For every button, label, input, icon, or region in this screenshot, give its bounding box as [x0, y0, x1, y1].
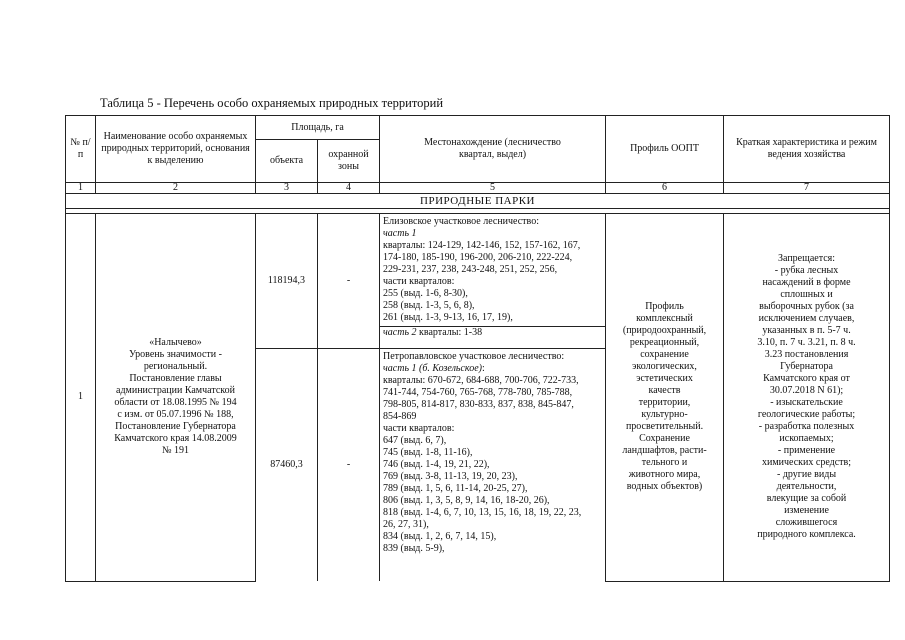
header-no: № п/п	[66, 116, 96, 183]
col-num: 5	[380, 183, 606, 194]
table-caption: Таблица 5 - Перечень особо охраняемых природных территорий	[100, 96, 444, 110]
profile-line: рекреационный,	[629, 337, 700, 349]
location-1	[380, 214, 606, 349]
profile-line: эстетических	[636, 373, 693, 385]
restriction-line: природного комплекса.	[757, 529, 856, 541]
restriction-line: Губернатора	[780, 361, 833, 373]
loc2-line: 818 (выд. 1-4, 6, 7, 10, 13, 15, 16, 18, 19, 22, 23,	[383, 507, 582, 518]
col-num: 1	[66, 183, 96, 194]
profile-line: тельного и	[641, 457, 688, 469]
restriction-line: Камчатского края от	[763, 373, 850, 385]
loc2-part: часть 1 (б. Козельское)	[383, 363, 482, 374]
restriction-line: выборочных рубок (за	[759, 301, 854, 313]
loc1-part2	[380, 326, 605, 339]
loc2-line: 798-805, 814-817, 830-833, 837, 838, 845-847,	[383, 399, 574, 410]
loc2-line: 741-744, 754-760, 765-768, 778-780, 785-788,	[383, 387, 573, 398]
header-row	[66, 116, 890, 140]
loc2-line: 745 (выд. 1-8, 11-16),	[383, 447, 473, 458]
header-location: Местонахождение (лесничество квартал, выдел)	[380, 116, 606, 183]
restriction-line: - изыскательские	[770, 397, 843, 409]
profile-line: животного мира,	[628, 469, 701, 481]
loc1-part2-label: часть 2	[383, 327, 417, 338]
col-num: 3	[256, 183, 318, 194]
location-2	[380, 349, 606, 582]
restriction-line: сплошных и	[780, 289, 833, 301]
profile-line: водных объектов)	[626, 481, 703, 493]
loc2-line: 769 (выд. 3-8, 11-13, 19, 20, 23),	[383, 471, 518, 482]
loc2-line: 789 (выд. 1, 5, 6, 11-14, 20-25, 27),	[383, 483, 528, 494]
restriction-line: 3.23 постановления	[764, 349, 849, 361]
restriction-line: геологические работы;	[757, 409, 856, 421]
loc2-line: 26, 27, 31),	[383, 519, 429, 530]
profile-line: сохранение	[640, 349, 689, 361]
name-line: Постановление главы	[129, 373, 222, 385]
protected-areas-table	[65, 115, 890, 582]
name-line: области от 18.08.1995 № 194	[114, 397, 237, 409]
profile-line: просветительный.	[625, 421, 704, 433]
table-row	[66, 214, 890, 349]
header-name: Наименование особо охраняемых природных территорий, основания к выделению	[96, 116, 256, 183]
restriction-line: - другие виды	[776, 469, 837, 481]
restriction-line: химических средств;	[761, 457, 852, 469]
restriction-line: насаждений в форме	[762, 277, 851, 289]
loc1-line: 255 (выд. 1-6, 8-30),	[383, 288, 468, 299]
loc2-line: кварталы: 670-672, 684-688, 700-706, 722-733,	[383, 375, 579, 386]
profile-line: территории,	[638, 397, 691, 409]
col-num: 2	[96, 183, 256, 194]
name-line: администрации Камчатской	[116, 385, 235, 397]
restriction-line: сложившегося	[775, 517, 838, 529]
restriction-line: деятельности,	[776, 481, 837, 493]
header-profile: Профиль ООПТ	[606, 116, 724, 183]
restriction-line: 3.10, п. 7 ч. 3.21, п. 8 ч.	[757, 337, 856, 349]
column-number-row	[66, 183, 890, 194]
row-number: 1	[66, 214, 96, 582]
restriction-line: - разработка полезных	[758, 421, 855, 433]
loc1-line: 258 (выд. 1-3, 5, 6, 8),	[383, 300, 475, 311]
header-characteristics: Краткая характеристика и режим ведения хозяйства	[724, 116, 890, 183]
restriction-line: влекущие за собой	[766, 493, 847, 505]
profile-line: экологических,	[632, 361, 697, 373]
header-area-zone: охранной зоны	[318, 140, 380, 183]
loc2-line: 854-869	[383, 411, 417, 422]
loc1-part: часть 1	[383, 228, 417, 239]
loc1-part2-value: кварталы: 1-38	[416, 327, 483, 338]
header-area: Площадь, га	[256, 116, 380, 140]
loc2-line: 834 (выд. 1, 2, 6, 7, 14, 15),	[383, 531, 497, 542]
section-title: ПРИРОДНЫЕ ПАРКИ	[66, 194, 890, 209]
area-zone-2: -	[318, 349, 380, 582]
loc1-line: 229-231, 237, 238, 243-248, 251, 252, 256,	[383, 264, 558, 275]
loc1-line: 174-180, 185-190, 196-200, 206-210, 222-224,	[383, 252, 573, 263]
profile-line: Сохранение	[639, 433, 690, 445]
loc1-line: кварталы: 124-129, 142-146, 152, 157-162, 167,	[383, 240, 581, 251]
profile-cell	[606, 214, 724, 582]
restriction-line: исключением случаев,	[758, 313, 855, 325]
restriction-line: 30.07.2018 N 61);	[769, 385, 844, 397]
area-zone-1: -	[318, 214, 380, 349]
loc2-line: 806 (выд. 1, 3, 5, 8, 9, 14, 16, 18-20, 26),	[383, 495, 550, 506]
name-line: с изм. от 05.07.1996 № 188,	[117, 409, 234, 421]
park-name-cell	[96, 214, 256, 582]
loc2-line: 647 (выд. 6, 7),	[383, 435, 447, 446]
profile-line: Профиль	[645, 301, 684, 313]
col-num: 7	[724, 183, 890, 194]
profile-line: комплексный	[636, 313, 693, 325]
restrictions-cell	[724, 214, 890, 582]
loc2-line: части кварталов:	[383, 423, 455, 434]
restriction-line: - рубка лесных	[774, 265, 839, 277]
loc1-line: 261 (выд. 1-3, 9-13, 16, 17, 19),	[383, 312, 513, 323]
loc2-title: Петропавловское участковое лесничество:	[383, 351, 565, 362]
loc2-part-suffix: :	[482, 363, 485, 374]
name-line: «Налычево»	[149, 337, 202, 349]
loc1-line: части кварталов:	[383, 276, 455, 287]
header-area-object: объекта	[256, 140, 318, 183]
name-line: № 191	[161, 445, 190, 457]
area-object-2: 87460,3	[256, 349, 318, 582]
area-object-1: 118194,3	[256, 214, 318, 349]
name-line: Постановление Губернатора	[115, 421, 236, 433]
profile-line: ландшафтов, расти-	[622, 445, 707, 457]
loc1-title: Елизовское участковое лесничество:	[383, 216, 539, 227]
loc2-line: 746 (выд. 1-4, 19, 21, 22),	[383, 459, 490, 470]
profile-line: (природоохранный,	[622, 325, 707, 337]
profile-line: культурно-	[641, 409, 688, 421]
col-num: 4	[318, 183, 380, 194]
restriction-line: изменение	[784, 505, 829, 517]
name-line: Уровень значимости -	[128, 349, 222, 361]
col-num: 6	[606, 183, 724, 194]
profile-line: качеств	[648, 385, 681, 397]
name-line: Камчатского края 14.08.2009	[114, 433, 237, 445]
restriction-line: Запрещается:	[778, 253, 836, 265]
loc2-line: 839 (выд. 5-9),	[383, 543, 445, 554]
restriction-line: указанных в п. 5-7 ч.	[762, 325, 851, 337]
restriction-line: - применение	[777, 445, 836, 457]
restriction-line: ископаемых;	[779, 433, 834, 445]
name-line: региональный.	[143, 361, 208, 373]
section-row	[66, 194, 890, 209]
